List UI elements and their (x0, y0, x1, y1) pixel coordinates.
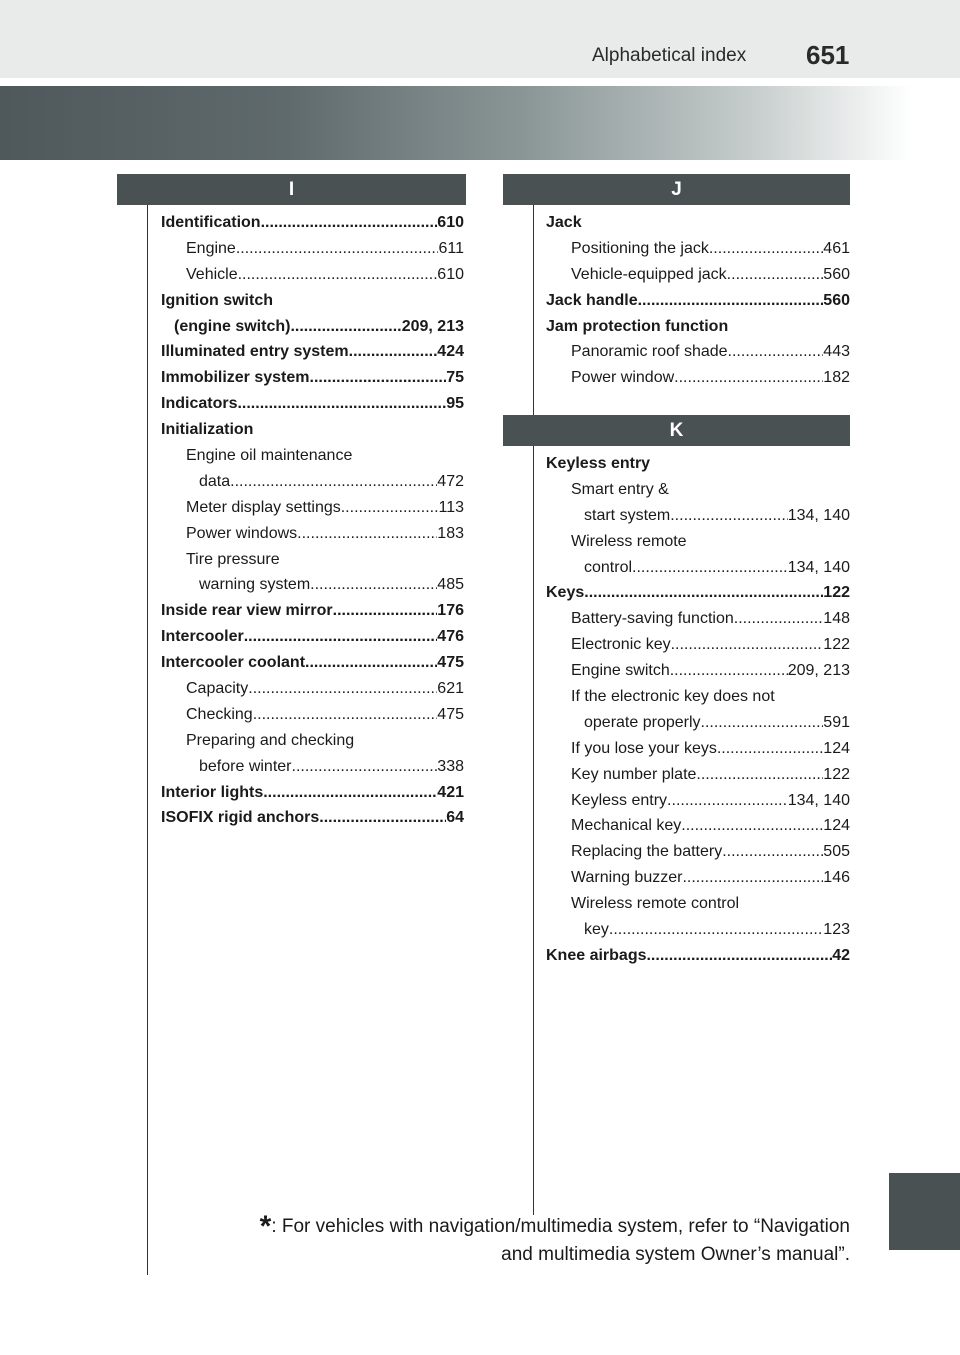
dot-leader (238, 262, 438, 288)
index-entry-page: 610 (437, 214, 464, 231)
index-entry-text: data (199, 472, 231, 490)
index-entry (161, 572, 464, 598)
index-entry-text: Tire pressure (186, 550, 280, 568)
index-entry-page: 611 (438, 239, 464, 257)
index-entry (546, 288, 850, 314)
index-entry-text: Interior lights (161, 783, 264, 801)
index-entry-page: 134, 140 (787, 791, 850, 809)
dot-leader (701, 710, 824, 736)
index-entry-text: warning system (199, 576, 311, 594)
index-entry-page: 621 (437, 680, 464, 698)
index-entry-page: 95 (446, 395, 464, 413)
index-entry (161, 391, 464, 417)
dot-leader (310, 365, 447, 391)
dot-leader (734, 606, 824, 632)
index-entry (546, 891, 850, 917)
index-entry-page: 122 (823, 584, 850, 602)
index-entry (546, 529, 850, 555)
dot-leader (670, 503, 787, 529)
index-entry-text: Initialization (161, 421, 254, 439)
index-entry-text: Intercooler coolant (161, 654, 306, 672)
dot-leader (646, 943, 832, 969)
dot-leader (632, 555, 788, 581)
index-entry-page: 64 (446, 809, 464, 827)
index-entry-text: Warning buzzer (571, 869, 683, 887)
index-entry-text: control (584, 558, 633, 576)
index-entry (161, 314, 464, 340)
index-entry (161, 728, 464, 754)
index-entry-page: 123 (823, 921, 850, 939)
index-entry (546, 736, 850, 762)
index-entry-page: 146 (823, 869, 850, 887)
dot-leader (341, 495, 439, 521)
index-entry (546, 262, 850, 288)
index-entry-text: Ignition switch (161, 291, 273, 309)
index-list-i (161, 210, 464, 831)
index-entry-text: Intercooler (161, 628, 244, 646)
index-entry-page: 338 (437, 757, 464, 775)
index-entry (546, 684, 850, 710)
index-entry-text: Jack (546, 214, 582, 231)
index-entry (161, 521, 464, 547)
footnote (190, 1210, 850, 1269)
index-list-k (546, 451, 850, 969)
column-divider (533, 176, 534, 1215)
index-entry (161, 236, 464, 262)
dot-leader (230, 469, 437, 495)
index-entry (546, 339, 850, 365)
index-entry-page: 476 (437, 628, 464, 646)
index-entry-text: Inside rear view mirror (161, 602, 333, 620)
index-entry (161, 210, 464, 236)
dot-leader (609, 917, 823, 943)
index-entry (546, 865, 850, 891)
index-entry (546, 710, 850, 736)
index-entry-page: 424 (437, 343, 464, 361)
index-entry-text: key (584, 921, 609, 939)
index-entry (546, 788, 850, 814)
index-entry-page: 591 (823, 713, 850, 731)
index-entry-text: operate properly (584, 713, 701, 731)
index-entry-text: Power windows (186, 524, 298, 542)
index-entry-text: Wireless remote control (571, 895, 740, 913)
dot-leader (696, 762, 823, 788)
section-header-i: I (117, 174, 466, 205)
index-entry-text: Meter display settings (186, 498, 341, 516)
dot-leader (310, 572, 437, 598)
index-entry-text: before winter (199, 757, 292, 775)
index-entry (546, 314, 850, 340)
index-entry-text: Replacing the battery (571, 843, 723, 861)
dot-leader (681, 813, 823, 839)
index-entry-text: If the electronic key does not (571, 688, 775, 706)
index-entry (161, 339, 464, 365)
index-entry-page: 148 (823, 610, 850, 628)
index-entry (161, 262, 464, 288)
footnote-line-1 (190, 1210, 850, 1243)
left-margin-rule (147, 205, 148, 1275)
index-entry-text: Engine (186, 239, 236, 257)
index-entry-page: 610 (437, 265, 464, 283)
index-entry (161, 624, 464, 650)
index-entry-text: Knee airbags (546, 946, 647, 964)
dot-leader (682, 865, 823, 891)
dot-leader (319, 805, 446, 831)
dot-leader (670, 658, 788, 684)
index-entry-page: 75 (446, 369, 464, 387)
dot-leader (253, 702, 438, 728)
index-entry-page: 113 (438, 498, 464, 516)
footnote-line-2: and multimedia system Owner’s manual”. (501, 1244, 850, 1265)
dot-leader (236, 236, 439, 262)
dot-leader (244, 624, 438, 650)
index-entry-page: 124 (823, 817, 850, 835)
index-entry-text: Wireless remote (571, 532, 687, 550)
index-entry (161, 417, 464, 443)
index-entry-text: Battery-saving function (571, 610, 734, 628)
dot-leader (674, 365, 823, 391)
footnote-marker: * (259, 1210, 272, 1243)
index-entry-text: Key number plate (571, 765, 697, 783)
index-entry-page: 443 (823, 343, 850, 361)
index-entry-text: Keyless entry (571, 791, 668, 809)
index-entry-page: 485 (437, 576, 464, 594)
dot-leader (727, 262, 824, 288)
dot-leader (349, 339, 438, 365)
index-entry-page: 209, 213 (401, 317, 464, 335)
index-entry-page: 475 (437, 654, 464, 672)
index-entry (161, 598, 464, 624)
index-entry-text: Jack handle (546, 291, 638, 309)
dot-leader (305, 650, 437, 676)
dot-leader (717, 736, 823, 762)
dot-leader (728, 339, 824, 365)
index-entry (546, 451, 850, 477)
index-entry-page: 505 (823, 843, 850, 861)
index-entry (161, 780, 464, 806)
dot-leader (290, 314, 401, 340)
dot-leader (333, 598, 438, 624)
index-entry (546, 917, 850, 943)
index-entry-text: Preparing and checking (186, 731, 355, 749)
index-entry-text: Engine switch (571, 662, 670, 680)
index-entry-text: Power window (571, 369, 675, 387)
index-entry (161, 547, 464, 573)
index-entry-page: 461 (823, 239, 850, 257)
dot-leader (248, 676, 437, 702)
index-entry (546, 236, 850, 262)
index-entry-text: Panoramic roof shade (571, 343, 728, 361)
index-entry-text: Immobilizer system (161, 369, 310, 387)
index-entry-text: Engine oil maintenance (186, 447, 353, 465)
index-entry (546, 813, 850, 839)
dot-leader (667, 788, 788, 814)
dot-leader (292, 754, 438, 780)
decorative-gradient-band (0, 86, 960, 160)
index-entry (546, 839, 850, 865)
index-entry-text: Positioning the jack (571, 239, 709, 257)
index-entry-page: 122 (823, 636, 850, 654)
index-entry-page: 475 (437, 705, 464, 723)
index-entry-text: Identification (161, 214, 261, 231)
index-entry-text: Capacity (186, 680, 249, 698)
index-entry (546, 658, 850, 684)
index-entry-page: 421 (437, 783, 464, 801)
index-entry-page: 122 (823, 765, 850, 783)
index-entry (546, 555, 850, 581)
index-entry-text: Smart entry & (571, 480, 669, 498)
index-entry (546, 210, 850, 236)
index-entry-page: 176 (437, 602, 464, 620)
footnote-text-1: : For vehicles with navigation/multimedia system, refer to “Navigation (271, 1216, 850, 1237)
index-entry-page: 472 (437, 472, 464, 490)
index-entry-text: ISOFIX rigid anchors (161, 809, 320, 827)
index-entry (546, 762, 850, 788)
index-entry (546, 365, 850, 391)
index-entry-page: 560 (823, 291, 850, 309)
index-entry-page: 209, 213 (787, 662, 850, 680)
index-entry-page: 560 (823, 265, 850, 283)
index-entry (546, 606, 850, 632)
index-entry (161, 676, 464, 702)
index-entry-text: If you lose your keys (571, 739, 717, 757)
index-entry (161, 650, 464, 676)
index-entry (546, 943, 850, 969)
index-entry (546, 503, 850, 529)
index-entry (161, 754, 464, 780)
index-entry-text: Keys (546, 584, 585, 602)
index-entry (161, 443, 464, 469)
index-entry (161, 288, 464, 314)
index-entry-page: 124 (823, 739, 850, 757)
index-entry-text: Vehicle (186, 265, 238, 283)
index-entry-page: 183 (437, 524, 464, 542)
index-entry-text: Keyless entry (546, 455, 651, 472)
index-entry-text: (engine switch) (174, 317, 291, 335)
dot-leader (722, 839, 823, 865)
index-list-j (546, 210, 850, 391)
index-entry-page: 134, 140 (787, 506, 850, 524)
page-number: 651 (806, 40, 850, 70)
index-entry (546, 632, 850, 658)
index-entry (161, 365, 464, 391)
index-entry (546, 477, 850, 503)
index-entry (161, 495, 464, 521)
dot-leader (671, 632, 824, 658)
dot-leader (261, 210, 438, 236)
index-entry-text: Electronic key (571, 636, 671, 654)
dot-leader (584, 580, 823, 606)
index-entry-text: start system (584, 506, 671, 524)
dot-leader (263, 780, 437, 806)
dot-leader (297, 521, 437, 547)
index-entry-page: 182 (823, 369, 850, 387)
section-header-k: K (503, 415, 850, 446)
index-entry-page: 42 (832, 946, 850, 964)
index-entry-text: Mechanical key (571, 817, 682, 835)
index-entry-text: Illuminated entry system (161, 343, 349, 361)
index-entry-text: Indicators (161, 395, 238, 413)
running-header-title: Alphabetical index (592, 45, 747, 66)
section-header-j: J (503, 174, 850, 205)
index-entry (161, 702, 464, 728)
index-entry-text: Jam protection function (546, 317, 729, 335)
index-entry-text: Vehicle-equipped jack (571, 265, 727, 283)
dot-leader (709, 236, 823, 262)
index-entry (161, 805, 464, 831)
dot-leader (237, 391, 446, 417)
index-entry-text: Checking (186, 705, 253, 723)
index-entry (546, 580, 850, 606)
chapter-side-tab (889, 1173, 960, 1250)
dot-leader (638, 288, 824, 314)
index-entry (161, 469, 464, 495)
index-entry-page: 134, 140 (787, 558, 850, 576)
